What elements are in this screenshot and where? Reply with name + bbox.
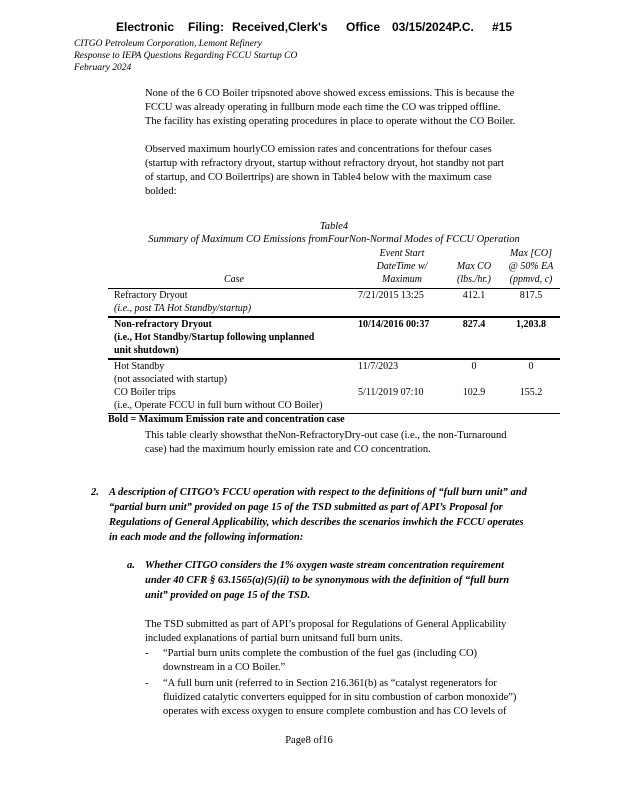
- item2a-letter: a.: [127, 560, 135, 571]
- col-event-header: Event Start: [379, 248, 425, 259]
- bullet-line: “A full burn unit (referred to in Section 216.361(b) as “catalyst regenerators for: [163, 678, 497, 689]
- table-row-rule: [108, 358, 560, 360]
- table-row-case: Hot Standby: [114, 361, 165, 372]
- item2-line: A description of CITGO’s FCCU operation with respect to the definitions of “full burn unit” and: [109, 487, 527, 498]
- stamp-received: Received,Clerk's: [232, 20, 328, 34]
- table-row-co: 0: [471, 361, 477, 372]
- para2-line: bolded:: [145, 186, 177, 197]
- table-row-datetime: 7/21/2015 13:25: [358, 290, 424, 301]
- item2-number: 2.: [91, 487, 99, 498]
- table-row-datetime: 5/11/2019 07:10: [358, 387, 424, 398]
- para3-line: case) had the maximum hourly emission rate and CO concentration.: [145, 444, 431, 455]
- stamp-filing: Filing:: [188, 20, 224, 34]
- item2-line: in each mode and the following information:: [109, 532, 304, 543]
- table-row-co: 102.9: [462, 387, 486, 398]
- para2-line: (startup with refractory dryout, startup without refractory dryout, hot standby not part: [145, 158, 504, 169]
- table-row-case-note: (i.e., Hot Standby/Startup following unplanned: [114, 332, 315, 343]
- item2-line: “partial burn unit” provided on page 15 of the TSD submitted as part of API’s Proposal for: [109, 502, 503, 513]
- item2a-line: under 40 CFR § 63.1565(a)(5)(ii) to be synonymous with the definition of “full burn: [145, 575, 510, 586]
- table-title: Summary of Maximum CO Emissions fromFourNon-Normal Modes of FCCU Operation: [148, 234, 520, 245]
- table-row-case-note: (i.e., Operate FCCU in full burn without CO Boiler): [114, 400, 323, 411]
- header-line-2: Response to IEPA Questions Regarding FCCU Startup CO: [74, 51, 298, 61]
- col-conc-header: Max [CO]: [510, 248, 552, 259]
- table-row-rule: [108, 316, 560, 318]
- stamp-number: #15: [492, 20, 513, 34]
- para1-line: None of the 6 CO Boiler tripsnoted above showed excess emissions. This is because the: [145, 88, 515, 99]
- para2-line: Observed maximum hourlyCO emission rates and concentrations for thefour cases: [145, 144, 492, 155]
- item2-line: Regulations of General Applicability, which describes the scenarios inwhich the FCCU operates: [109, 517, 524, 528]
- para4-line: included explanations of partial burn unitsand full burn units.: [145, 633, 403, 644]
- table-row-datetime: 10/14/2016 00:37: [358, 319, 430, 330]
- table-row-co: 827.4: [462, 319, 486, 330]
- para3-line: This table clearly showsthat theNon-RefractoryDry-out case (i.e., the non-Turnaround: [145, 430, 507, 441]
- para2-line: of startup, and CO Boilertrips) are shown in Table4 below with the maximum case: [145, 172, 492, 183]
- table-row-conc: 0: [528, 361, 534, 372]
- col-event-header: Maximum: [382, 274, 422, 285]
- col-conc-header: @ 50% EA: [508, 261, 554, 272]
- table-row-conc: 817.5: [519, 290, 543, 301]
- item2a-line: unit” provided on page 15 of the TSD.: [145, 590, 311, 601]
- table-row-co: 412.1: [462, 290, 486, 301]
- bullet-line: downstream in a CO Boiler.”: [163, 662, 286, 673]
- para1-line: FCCU was already operating in fullburn mode each time the CO was tripped offline.: [145, 102, 501, 113]
- bullet-line: fluidized catalytic converters equipped for in situ combustion of carbon monoxide”): [163, 692, 517, 703]
- bullet-line: “Partial burn units complete the combustion of the fuel gas (including CO): [163, 648, 478, 659]
- stamp-electronic: Electronic: [116, 20, 175, 34]
- stamp-date: 03/15/2024P.C.: [392, 20, 474, 34]
- col-conc-header: (ppmvd, c): [509, 274, 553, 285]
- table-row-case: CO Boiler trips: [114, 387, 176, 398]
- table-row-conc: 1,203.8: [516, 319, 546, 330]
- para1-line: The facility has existing operating procedures in place to operate without the CO Boiler.: [145, 116, 516, 127]
- stamp-office: Office: [346, 20, 381, 34]
- table-row-datetime: 11/7/2023: [358, 361, 399, 372]
- page-number: Page8 of16: [285, 735, 333, 746]
- col-co-header: Max CO: [456, 261, 492, 272]
- table-row-conc: 155.2: [519, 387, 543, 398]
- col-case-header: Case: [224, 274, 244, 285]
- para4-line: The TSD submitted as part of API’s proposal for Regulations of General Applicability: [145, 619, 507, 630]
- table-row-case-note: (not associated with startup): [114, 374, 228, 385]
- table-row-case-note: unit shutdown): [114, 345, 179, 356]
- header-line-3: February 2024: [74, 63, 132, 73]
- bullet-line: operates with excess oxygen to ensure complete combustion and has CO levels of: [163, 706, 507, 717]
- bullet-dash: -: [145, 648, 149, 659]
- col-event-header: DateTime w/: [376, 261, 428, 272]
- header-line-1: CITGO Petroleum Corporation, Lemont Refinery: [74, 39, 262, 49]
- item2a-line: Whether CITGO considers the 1% oxygen waste stream concentration requirement: [145, 560, 505, 571]
- table-footnote: Bold = Maximum Emission rate and concentration case: [108, 414, 345, 425]
- table-row-case: Non-refractory Dryout: [114, 319, 212, 330]
- bullet-dash: -: [145, 678, 149, 689]
- col-co-header: (lbs./hr.): [457, 274, 491, 285]
- table-row-case: Refractory Dryout: [114, 290, 188, 301]
- table-header-rule: [108, 288, 560, 289]
- table-row-case-note: (i.e., post TA Hot Standby/startup): [114, 303, 252, 314]
- table-label: Table4: [319, 221, 349, 232]
